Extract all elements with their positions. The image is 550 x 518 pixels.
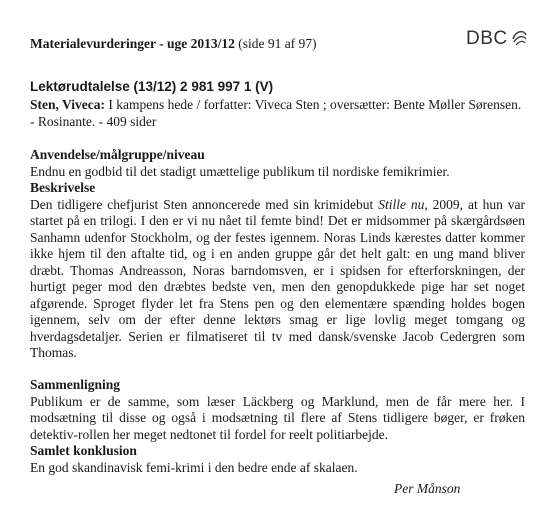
- header-title: Materialevurderinger - uge 2013/12: [30, 36, 235, 51]
- audience-section: [30, 147, 525, 180]
- debut-title: Stille nu: [378, 196, 425, 212]
- comparison-text: Publikum er de samme, som læser Läckberg og Marklund, men de får mere her. I modsætning til disse og også i modsætning til flere af Stens tidligere bøger, er frøken detektiv-rollen her meget nedtonet til fordel for reelt politiarbejde.: [30, 393, 525, 442]
- page-header: [30, 36, 317, 52]
- record-author: Sten, Viveca:: [30, 97, 105, 112]
- audience-heading: Anvendelse/målgruppe/niveau: [30, 147, 205, 162]
- description-text-rest: , 2009, at hun var startet på en trilogi. I den er vi nu nået til femte bind! Det er midsommer på skærgårdsøen Sanhamn udenfor Stockholm, og der festes igennem. Noras Linds kærestes datter kommer ikke hjem til den aftalte tid, og i en anden gruppe går det helt galt: en ung mand bliver dræbt. Thomas Andreasson, Noras barndomsven, er i spidsen for efterforskningen, der hurtigt peger mod den dræbtes bedste ven, men den genopdukkede pige har set noget afgørende. Sproget flyder let fra Stens pen og den elementære spænding holdes bogen igennem, selv om der efter denne lektørs smag er lige lovlig meget tomgang og hverdagsdetaljer. Serien er filmatiseret til tv med dansk/svenske Jacob Cedergren som Thomas.: [30, 196, 526, 360]
- header-page-ref: (side 91 af 97): [238, 36, 317, 51]
- comparison-section: [30, 377, 525, 443]
- description-text-start: Den tidligere chefjurist Sten annoncerede med sin krimidebut: [30, 196, 379, 212]
- conclusion-heading: Samlet konklusion: [30, 443, 137, 458]
- dbc-swirl-icon: [510, 26, 530, 48]
- comparison-heading: Sammenligning: [30, 377, 121, 392]
- dbc-logo: [466, 28, 530, 50]
- description-section: [30, 180, 525, 362]
- reviewer-signature: Per Månson: [394, 481, 461, 496]
- bibliographic-entry: [30, 97, 522, 130]
- record-bibliography: I kampens hede / forfatter: Viveca Sten ; oversætter: Bente Møller Sørensen. - Rosinante. - 409 sider: [30, 97, 522, 129]
- description-text: [30, 197, 525, 362]
- dbc-logo-text: DBC: [466, 28, 508, 49]
- conclusion-text: En god skandinavisk femi-krimi i den bedre ende af skalaen.: [30, 459, 358, 475]
- record-title: Lektørudtalelse (13/12) 2 981 997 1 (V): [30, 79, 274, 94]
- description-heading: Beskrivelse: [30, 180, 96, 195]
- audience-text: Endnu en godbid til det stadigt umættelige publikum til nordiske femikrimier.: [30, 163, 450, 179]
- conclusion-section: [30, 443, 525, 476]
